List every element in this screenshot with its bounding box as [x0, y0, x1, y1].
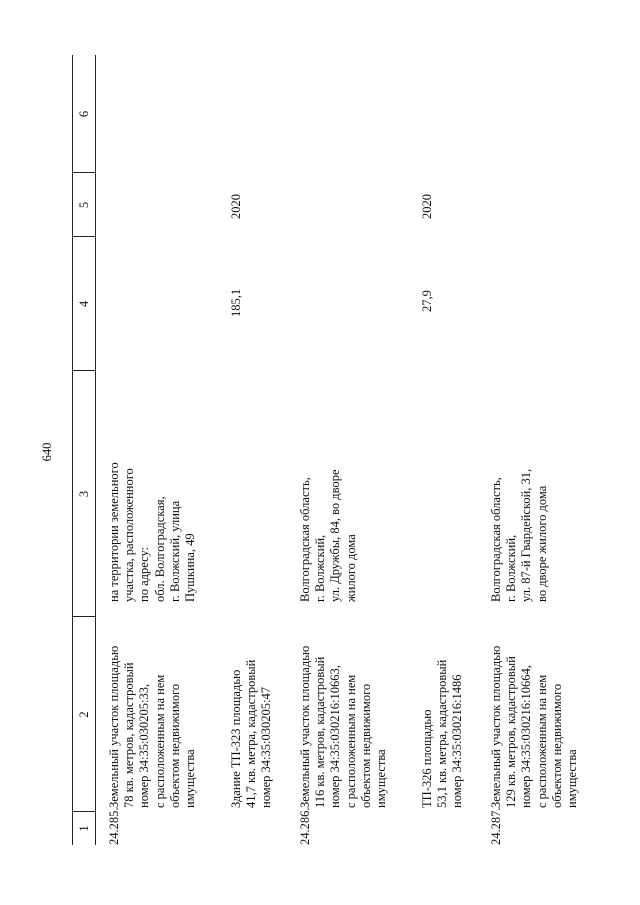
- area-value: 185,1: [229, 288, 243, 317]
- row-number: 24.287.: [489, 807, 503, 845]
- column-header: 5: [77, 201, 91, 209]
- object-name: Земельный участок площадью 116 кв. метров, кадастровый номер 34:35:030216:10663, с расположенным на нем объектом недвижимого имущества: [298, 645, 389, 808]
- header-bottom-rule: [95, 55, 96, 845]
- column-header: 6: [77, 110, 91, 118]
- column-header: 1: [77, 825, 91, 832]
- object-name: Здание ТП-323 площадью 41,7 кв. метра, кадастровый номер 34:35:030205:47: [229, 659, 274, 808]
- header-top-rule: [72, 55, 73, 845]
- column-header: 2: [77, 711, 91, 718]
- year-value: 2020: [420, 194, 434, 219]
- object-address: Волгоградская область, г. Волжский, ул. Дружбы, 84, во дворе жилого дома: [298, 469, 358, 602]
- page-number: 640: [40, 442, 54, 462]
- area-value: 27,9: [420, 290, 434, 312]
- object-name: ТП-326 площадью 53,1 кв. метра, кадастровый номер 34:35:030216:1486: [420, 659, 465, 808]
- object-name: Земельный участок площадью 78 кв. метров, кадастровый номер 34:35:030205:33, с расположенным на нем объектом недвижимого имущества: [107, 645, 198, 808]
- row-number: 24.285.: [107, 807, 121, 845]
- column-header: 4: [77, 300, 91, 308]
- column-header: 3: [77, 490, 91, 498]
- object-name: Земельный участок площадью 129 кв. метров, кадастровый номер 34:35:030216:10664, с расположенным на нем объектом недвижимого имущества: [489, 645, 580, 808]
- year-value: 2020: [229, 194, 243, 219]
- object-address: на территории земельного участка, расположенного по адресу: обл. Волгоградская, г. Волжский, улица Пушкина, 49: [107, 462, 198, 602]
- object-address: Волгоградская область, г. Волжский, ул. 87-й Гвардейской, 31, во дворе жилого дома: [489, 468, 549, 602]
- row-number: 24.286.: [298, 807, 312, 845]
